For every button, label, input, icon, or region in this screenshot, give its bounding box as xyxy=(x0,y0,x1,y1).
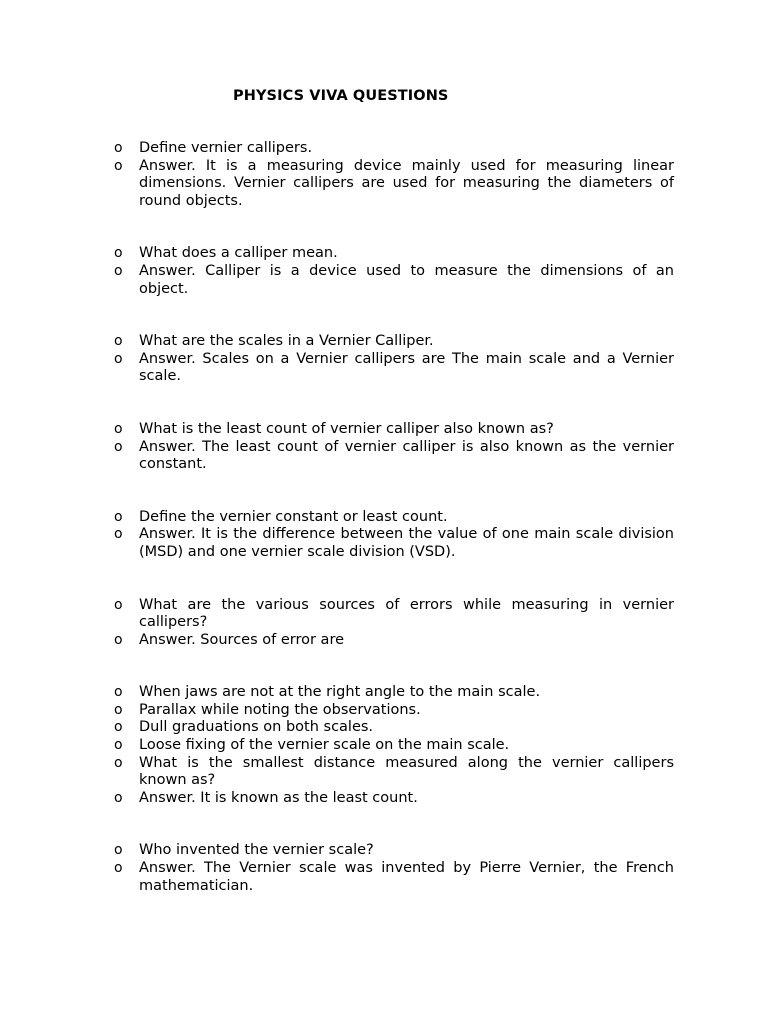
list-item xyxy=(114,684,674,702)
bullet-marker: o xyxy=(114,719,123,736)
list-item-text: Loose fixing of the vernier scale on the main scale. xyxy=(139,737,510,754)
bullet-marker: o xyxy=(114,262,123,279)
list-item xyxy=(114,351,674,386)
list-item-text: Define the vernier constant or least count. xyxy=(139,508,448,525)
list-item xyxy=(114,263,674,298)
question-list xyxy=(114,140,674,895)
qa-group xyxy=(114,509,674,562)
list-item xyxy=(114,439,674,474)
bullet-marker: o xyxy=(114,526,123,543)
list-item xyxy=(114,140,674,158)
bullet-marker: o xyxy=(114,596,123,613)
bullet-marker: o xyxy=(114,789,123,806)
list-item xyxy=(114,842,674,860)
list-item xyxy=(114,737,674,755)
page-title: PHYSICS VIVA QUESTIONS xyxy=(233,88,449,104)
list-item xyxy=(114,421,674,439)
list-item xyxy=(114,719,674,737)
list-item xyxy=(114,597,674,632)
list-item xyxy=(114,333,674,351)
list-item xyxy=(114,702,674,720)
list-item-text: Answer. It is a measuring device mainly used for measuring linear dimensions. Vernier callipers are used for measuring the diameters of round objects. xyxy=(139,157,674,209)
list-item-text: Answer. Sources of error are xyxy=(139,631,345,648)
qa-group xyxy=(114,140,674,210)
list-item-text: Dull graduations on both scales. xyxy=(139,719,374,736)
list-item xyxy=(114,790,674,808)
qa-group xyxy=(114,684,674,807)
list-item xyxy=(114,245,674,263)
bullet-marker: o xyxy=(114,333,123,350)
list-item xyxy=(114,860,674,895)
bullet-marker: o xyxy=(114,157,123,174)
list-item-text: Answer. The Vernier scale was invented by Pierre Vernier, the French mathematician. xyxy=(139,860,674,894)
bullet-marker: o xyxy=(114,754,123,771)
list-item-text: When jaws are not at the right angle to the main scale. xyxy=(139,684,541,701)
list-item-text: What is the least count of vernier calliper also known as? xyxy=(139,420,554,437)
list-item-text: Answer. Scales on a Vernier callipers are The main scale and a Vernier scale. xyxy=(139,350,674,385)
list-item-text: Who invented the vernier scale? xyxy=(139,842,374,859)
list-item-text: What are the scales in a Vernier Calliper. xyxy=(139,333,434,350)
list-item xyxy=(114,158,674,211)
list-item xyxy=(114,755,674,790)
bullet-marker: o xyxy=(114,245,123,262)
list-item-text: Answer. The least count of vernier calliper is also known as the vernier constant. xyxy=(139,438,674,473)
bullet-marker: o xyxy=(114,684,123,701)
bullet-marker: o xyxy=(114,842,123,859)
qa-group xyxy=(114,597,674,650)
list-item-text: What is the smallest distance measured along the vernier callipers known as? xyxy=(139,754,674,789)
qa-group xyxy=(114,245,674,298)
list-item xyxy=(114,526,674,561)
bullet-marker: o xyxy=(114,737,123,754)
list-item-text: Answer. It is the difference between the value of one main scale division (MSD) and one vernier scale division (VSD). xyxy=(139,526,674,560)
bullet-marker: o xyxy=(114,140,123,156)
bullet-marker: o xyxy=(114,508,123,525)
bullet-marker: o xyxy=(114,438,123,455)
bullet-marker: o xyxy=(114,420,123,437)
list-item xyxy=(114,632,674,650)
qa-group xyxy=(114,842,674,895)
list-item-text: Answer. It is known as the least count. xyxy=(139,789,418,806)
qa-group xyxy=(114,421,674,474)
list-item-text: What does a calliper mean. xyxy=(139,245,338,262)
bullet-marker: o xyxy=(114,860,123,877)
bullet-marker: o xyxy=(114,701,123,718)
list-item-text: Answer. Calliper is a device used to measure the dimensions of an object. xyxy=(139,262,674,297)
list-item-text: Parallax while noting the observations. xyxy=(139,701,421,718)
list-item-text: Define vernier callipers. xyxy=(139,140,313,156)
bullet-marker: o xyxy=(114,631,123,648)
qa-group xyxy=(114,333,674,386)
list-item xyxy=(114,509,674,527)
list-item-text: What are the various sources of errors while measuring in vernier callipers? xyxy=(139,596,674,631)
bullet-marker: o xyxy=(114,350,123,367)
